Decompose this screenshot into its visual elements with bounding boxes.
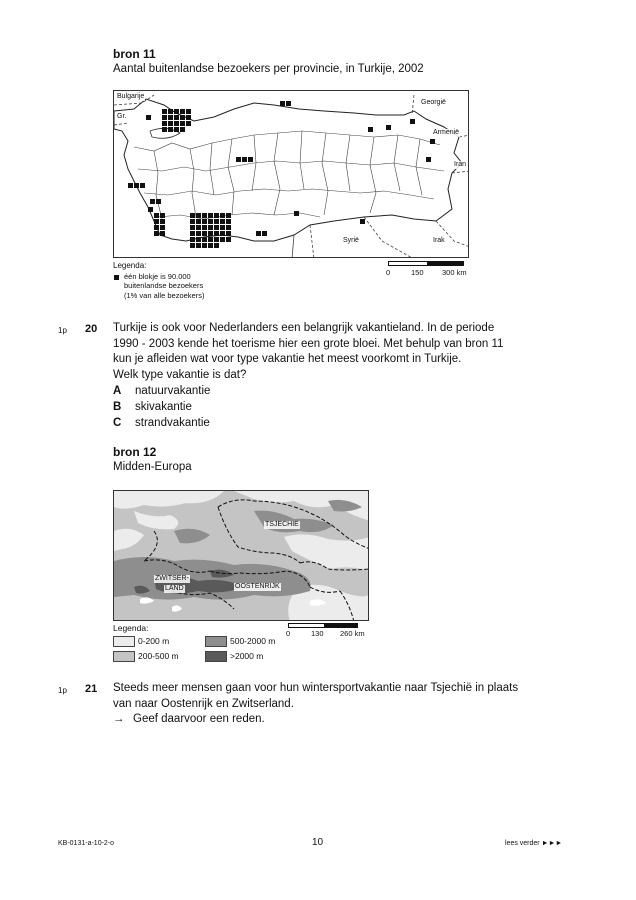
bron11-legend-text <box>124 272 204 300</box>
legend-label-0-200: 0-200 m <box>138 636 170 646</box>
q20-line: Turkije is ook voor Nederlanders een belangrijk vakantieland. In de periode <box>113 322 495 334</box>
map-label-zwitserland-1: ZWITSER- <box>155 575 189 582</box>
map-label-iran: Iran <box>454 161 467 168</box>
option-letter: A <box>113 385 122 397</box>
option-text: skivakantie <box>135 401 192 413</box>
map-label-tsjechie: TSJECHIE <box>265 521 299 528</box>
q21-text <box>113 681 518 728</box>
q20-number: 20 <box>85 323 98 335</box>
legend-label-500-2000: 500-2000 m <box>230 636 276 646</box>
option-letter: C <box>113 417 122 429</box>
map-label-gr: Gr. <box>117 113 127 120</box>
bron12-title: bron 12 <box>113 445 157 459</box>
legend-block-icon <box>114 275 119 280</box>
legend-label-200-500: 200-500 m <box>138 651 179 661</box>
q20-option-a[interactable] <box>113 383 210 399</box>
legend-swatch-2000plus <box>205 651 227 662</box>
q20-options <box>113 383 210 431</box>
legend-swatch-200-500 <box>113 651 135 662</box>
q21-number: 21 <box>85 683 98 695</box>
relief-map-drawing <box>114 491 369 621</box>
legend-line: buitenlandse bezoekers <box>124 281 204 291</box>
scale-label: 0 <box>386 268 391 277</box>
scale-bar <box>388 261 464 266</box>
bron11-title: bron 11 <box>113 47 156 61</box>
turkey-map-drawing <box>114 91 469 258</box>
map-label-oostenrijk: OOSTENRIJK <box>235 583 280 590</box>
legend-swatch-0-200 <box>113 636 135 647</box>
q20-option-b[interactable] <box>113 399 210 415</box>
scale-bar-fill <box>427 262 464 265</box>
map-label-irak: Irak <box>433 237 445 244</box>
bron11-subtitle: Aantal buitenlandse bezoekers per provincie, in Turkije, 2002 <box>113 63 424 75</box>
q20-line: 1990 - 2003 kende het toerisme hier een grote bloei. Met behulp van bron 11 <box>113 337 504 350</box>
bron11-legend-title: Legenda: <box>113 261 147 270</box>
q20-line: kun je afleiden wat voor type vakantie het meest voorkomt in Turkije. <box>113 353 462 365</box>
footer-next: lees verder ►►► <box>505 840 563 847</box>
q21-line: Steeds meer mensen gaan voor hun wintersportvakantie naar Tsjechië in plaats <box>113 682 519 694</box>
legend-line: (1% van alle bezoekers) <box>124 290 205 300</box>
central-europe-map <box>113 490 369 621</box>
q21-line: van naar Oostenrijk en Zwitserland. <box>113 697 294 710</box>
legend-line: één blokje is 90.000 <box>124 272 191 281</box>
q21-points: 1p <box>58 686 67 695</box>
footer-code: KB-0131-a-10-2-o <box>58 840 115 847</box>
page-number: 10 <box>312 837 324 848</box>
scale-bar-bron12 <box>288 623 358 628</box>
scale-label: 150 <box>411 268 424 277</box>
map-label-bulgarije: Bulgarije <box>117 93 145 100</box>
q20-line: Welk type vakantie is dat? <box>113 368 247 381</box>
map-label-syrie: Syrië <box>343 237 359 244</box>
scale-label: 130 <box>311 629 324 638</box>
scale-label: 0 <box>286 629 291 638</box>
scale-bar-fill <box>324 624 358 627</box>
option-text: natuurvakantie <box>135 385 211 397</box>
turkey-map <box>113 90 469 258</box>
bron12-legend-title: Legenda: <box>113 623 149 633</box>
q20-text <box>113 321 503 383</box>
q21-instruction-text: Geef daarvoor een reden. <box>133 713 265 725</box>
map-label-armenie: Armenië <box>433 129 460 136</box>
scale-label: 300 km <box>442 268 467 277</box>
arrow-right-icon: → <box>113 713 125 725</box>
legend-swatch-500-2000 <box>205 636 227 647</box>
map-label-georgie: Georgië <box>421 99 446 106</box>
map-label-zwitserland-2: LAND <box>165 585 184 592</box>
option-text: strandvakantie <box>135 417 210 429</box>
bron12-subtitle: Midden-Europa <box>113 461 192 473</box>
q21-instruction <box>113 712 518 728</box>
legend-label-2000plus: >2000 m <box>230 651 264 661</box>
scale-label: 260 km <box>340 629 365 638</box>
q20-option-c[interactable] <box>113 415 210 431</box>
q20-points: 1p <box>58 326 67 335</box>
option-letter: B <box>113 401 122 413</box>
